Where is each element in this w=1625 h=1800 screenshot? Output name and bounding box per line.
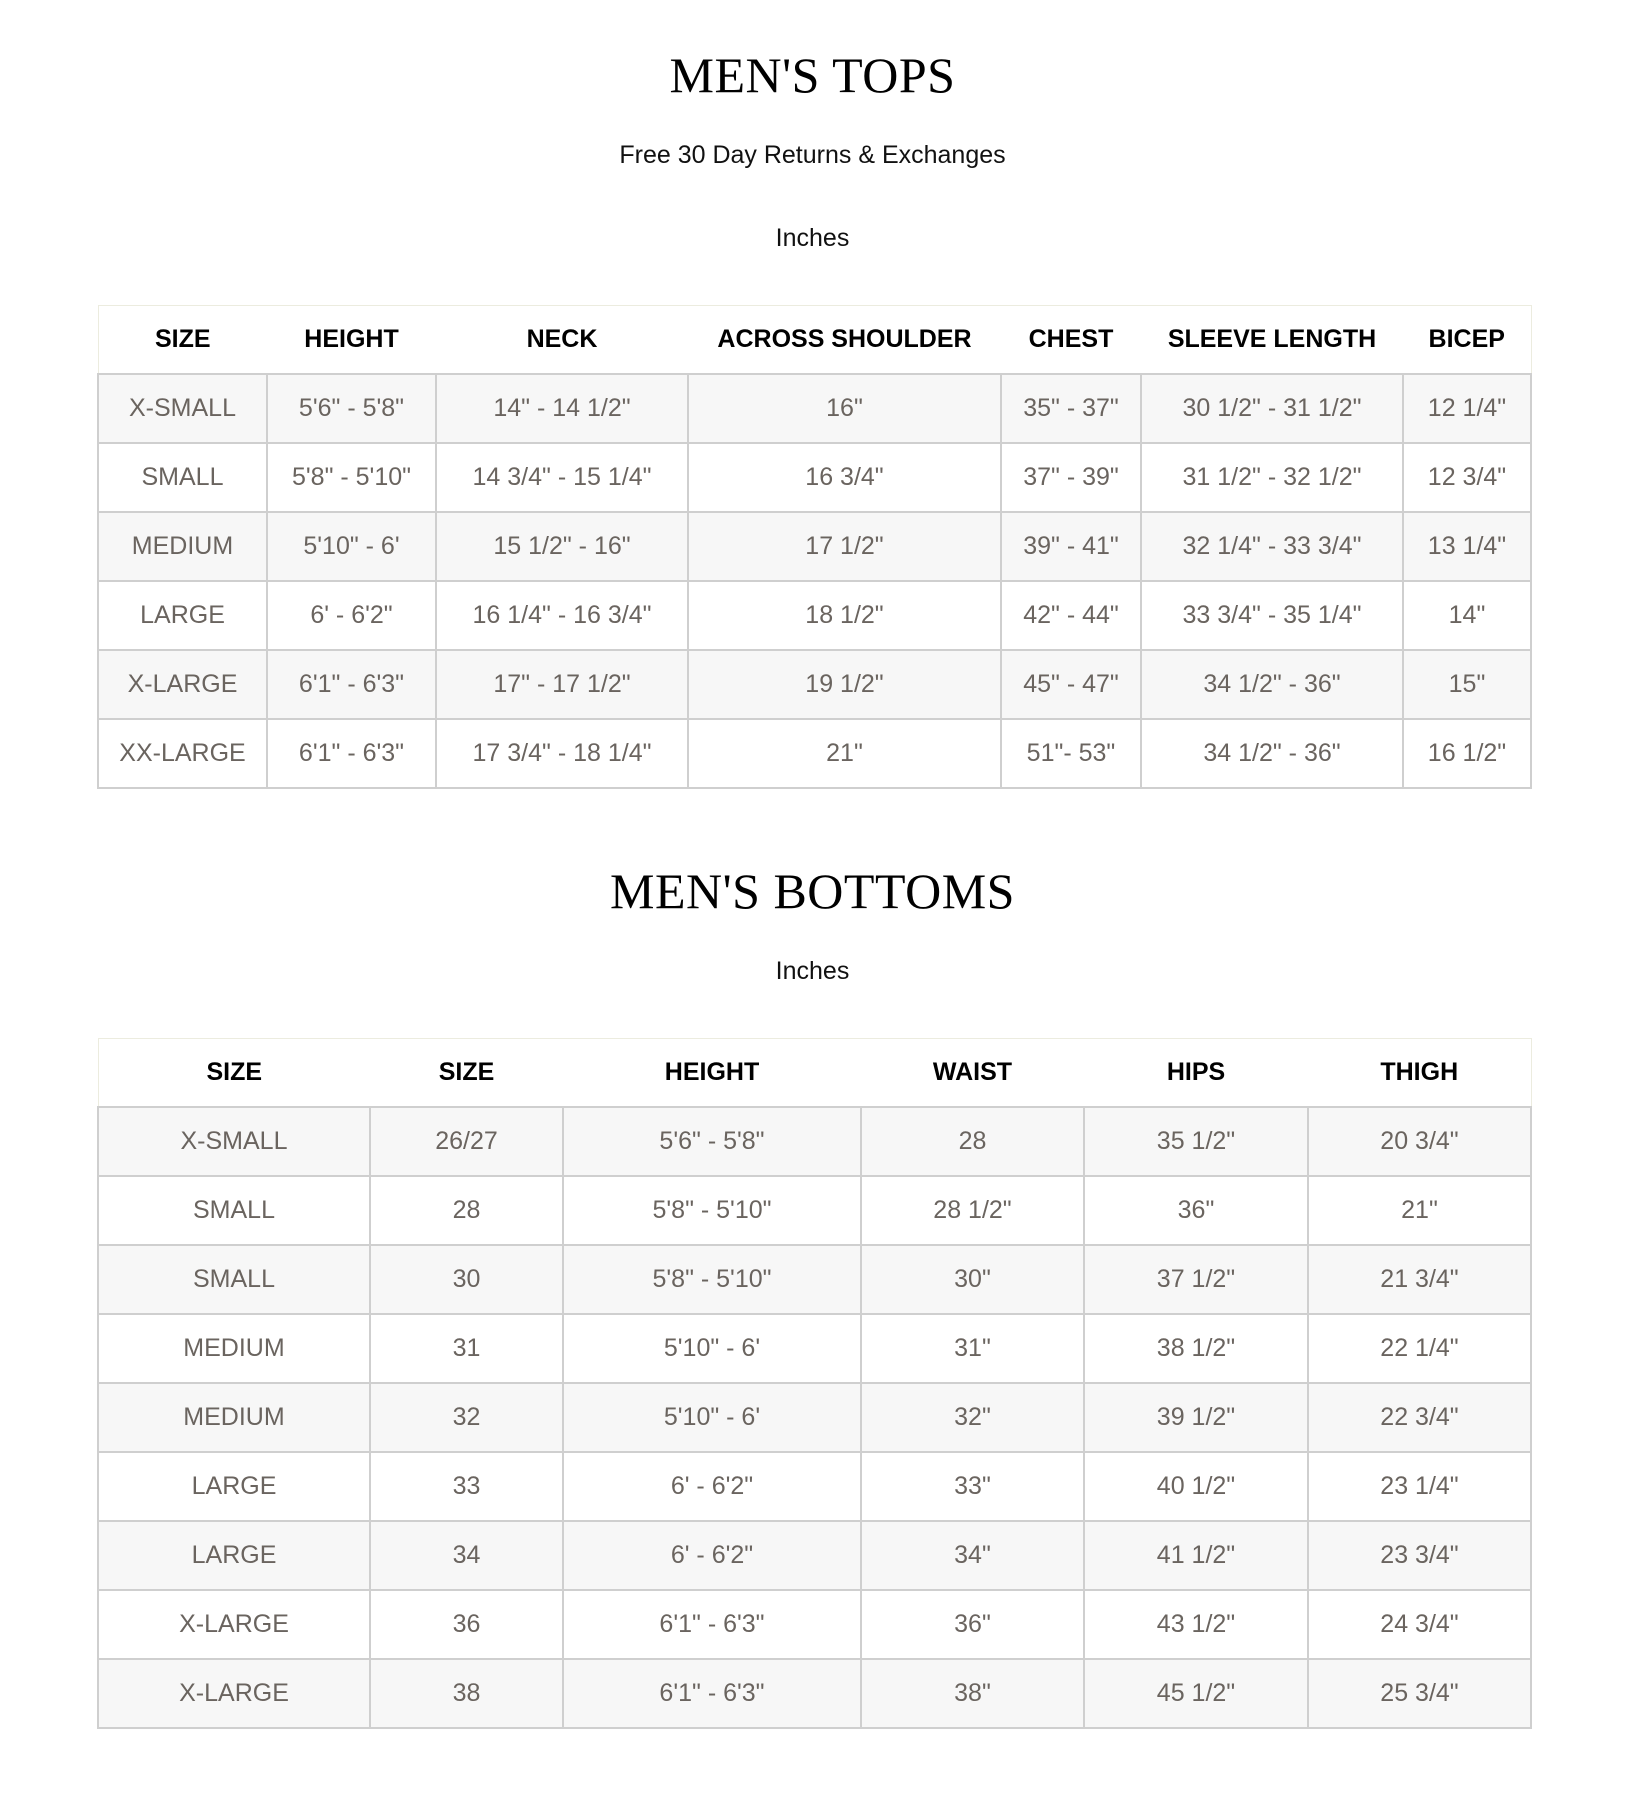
table-cell: 21" [1308,1176,1531,1245]
table-cell: 38 1/2" [1084,1314,1308,1383]
table-cell: 35 1/2" [1084,1107,1308,1176]
table-cell: 37 1/2" [1084,1245,1308,1314]
table-cell: 23 1/4" [1308,1452,1531,1521]
bottoms-size-table [97,1038,1532,1729]
table-cell: 5'6" - 5'8" [563,1107,861,1176]
table-cell: 34 1/2" - 36" [1141,650,1403,719]
table-cell: MEDIUM [98,1314,370,1383]
table-row [98,1590,1531,1659]
table-cell: 19 1/2" [688,650,1001,719]
column-header: HIPS [1084,1039,1308,1108]
table-cell: LARGE [98,1521,370,1590]
table-cell: 32" [861,1383,1084,1452]
table-row [98,1314,1531,1383]
column-header: SIZE [98,1039,370,1108]
column-header: HEIGHT [267,306,436,375]
table-header-row [98,306,1531,375]
table-cell: 37" - 39" [1001,443,1141,512]
table-cell: 6' - 6'2" [563,1452,861,1521]
table-row [98,1176,1531,1245]
table-cell: 15" [1403,650,1531,719]
table-cell: 13 1/4" [1403,512,1531,581]
table-cell: 12 1/4" [1403,374,1531,443]
table-cell: 16" [688,374,1001,443]
tops-size-table [97,305,1532,789]
table-cell: 36" [1084,1176,1308,1245]
column-header: SIZE [370,1039,563,1108]
table-cell: 40 1/2" [1084,1452,1308,1521]
table-cell: 6'1" - 6'3" [267,719,436,788]
table-cell: 41 1/2" [1084,1521,1308,1590]
table-cell: 6'1" - 6'3" [267,650,436,719]
table-cell: 6' - 6'2" [563,1521,861,1590]
table-cell: 22 1/4" [1308,1314,1531,1383]
table-cell: 16 3/4" [688,443,1001,512]
table-cell: SMALL [98,1176,370,1245]
table-row [98,1107,1531,1176]
column-header: ACROSS SHOULDER [688,306,1001,375]
table-cell: 21 3/4" [1308,1245,1531,1314]
table-cell: 30" [861,1245,1084,1314]
table-cell: 28 1/2" [861,1176,1084,1245]
table-row [98,719,1531,788]
table-cell: LARGE [98,1452,370,1521]
table-cell: 5'8" - 5'10" [267,443,436,512]
table-cell: 45 1/2" [1084,1659,1308,1728]
table-row [98,650,1531,719]
column-header: HEIGHT [563,1039,861,1108]
table-cell: 51"- 53" [1001,719,1141,788]
table-cell: 32 1/4" - 33 3/4" [1141,512,1403,581]
table-cell: 28 [370,1176,563,1245]
table-cell: 33 3/4" - 35 1/4" [1141,581,1403,650]
returns-note: Free 30 Day Returns & Exchanges [619,141,1006,169]
table-cell: 22 3/4" [1308,1383,1531,1452]
table-cell: 14 3/4" - 15 1/4" [436,443,688,512]
table-cell: 17" - 17 1/2" [436,650,688,719]
table-cell: 39 1/2" [1084,1383,1308,1452]
column-header: THIGH [1308,1039,1531,1108]
table-cell: 15 1/2" - 16" [436,512,688,581]
table-row [98,374,1531,443]
table-cell: X-LARGE [98,1590,370,1659]
column-header: CHEST [1001,306,1141,375]
table-cell: 31" [861,1314,1084,1383]
table-cell: 18 1/2" [688,581,1001,650]
table-cell: 35" - 37" [1001,374,1141,443]
table-cell: 16 1/2" [1403,719,1531,788]
table-cell: 17 3/4" - 18 1/4" [436,719,688,788]
table-cell: LARGE [98,581,267,650]
table-cell: 34" [861,1521,1084,1590]
table-header-row [98,1039,1531,1108]
table-cell: 5'8" - 5'10" [563,1245,861,1314]
table-cell: 24 3/4" [1308,1590,1531,1659]
table-cell: 36 [370,1590,563,1659]
column-header: NECK [436,306,688,375]
column-header: SLEEVE LENGTH [1141,306,1403,375]
bottoms-title: MEN'S BOTTOMS [610,863,1015,919]
table-cell: 30 [370,1245,563,1314]
table-cell: 38" [861,1659,1084,1728]
table-cell: 31 [370,1314,563,1383]
table-cell: 32 [370,1383,563,1452]
table-cell: SMALL [98,443,267,512]
table-cell: 31 1/2" - 32 1/2" [1141,443,1403,512]
table-row [98,1383,1531,1452]
table-cell: 25 3/4" [1308,1659,1531,1728]
column-header: BICEP [1403,306,1531,375]
column-header: SIZE [98,306,267,375]
table-cell: 21" [688,719,1001,788]
table-row [98,1452,1531,1521]
table-cell: MEDIUM [98,1383,370,1452]
table-cell: XX-LARGE [98,719,267,788]
bottoms-units-label: Inches [775,957,850,985]
table-cell: 26/27 [370,1107,563,1176]
table-cell: X-SMALL [98,374,267,443]
table-row [98,1521,1531,1590]
table-cell: 36" [861,1590,1084,1659]
table-cell: X-LARGE [98,650,267,719]
table-cell: 30 1/2" - 31 1/2" [1141,374,1403,443]
table-row [98,443,1531,512]
table-cell: 5'6" - 5'8" [267,374,436,443]
table-cell: 14" - 14 1/2" [436,374,688,443]
table-cell: 33 [370,1452,563,1521]
table-cell: MEDIUM [98,512,267,581]
table-cell: 5'10" - 6' [563,1383,861,1452]
table-cell: 38 [370,1659,563,1728]
table-cell: 34 [370,1521,563,1590]
table-cell: 6'1" - 6'3" [563,1590,861,1659]
table-cell: 5'10" - 6' [267,512,436,581]
table-cell: 17 1/2" [688,512,1001,581]
tops-units-label: Inches [775,224,850,252]
table-cell: 23 3/4" [1308,1521,1531,1590]
table-cell: 14" [1403,581,1531,650]
table-row [98,1245,1531,1314]
table-cell: X-LARGE [98,1659,370,1728]
table-cell: 45" - 47" [1001,650,1141,719]
table-cell: X-SMALL [98,1107,370,1176]
table-cell: 20 3/4" [1308,1107,1531,1176]
table-cell: 5'8" - 5'10" [563,1176,861,1245]
table-cell: 6'1" - 6'3" [563,1659,861,1728]
column-header: WAIST [861,1039,1084,1108]
table-row [98,512,1531,581]
table-cell: 28 [861,1107,1084,1176]
table-row [98,1659,1531,1728]
table-cell: 42" - 44" [1001,581,1141,650]
tops-title: MEN'S TOPS [669,47,956,103]
table-cell: SMALL [98,1245,370,1314]
table-cell: 6' - 6'2" [267,581,436,650]
table-row [98,581,1531,650]
table-cell: 33" [861,1452,1084,1521]
table-cell: 34 1/2" - 36" [1141,719,1403,788]
table-cell: 43 1/2" [1084,1590,1308,1659]
table-cell: 39" - 41" [1001,512,1141,581]
table-cell: 12 3/4" [1403,443,1531,512]
table-cell: 16 1/4" - 16 3/4" [436,581,688,650]
table-cell: 5'10" - 6' [563,1314,861,1383]
